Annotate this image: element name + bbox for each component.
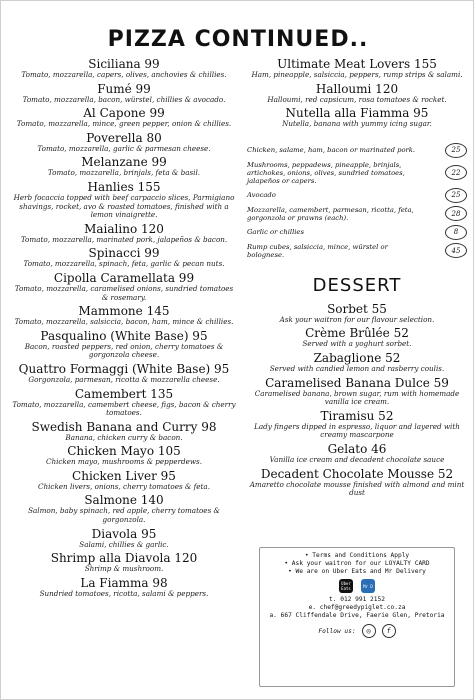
pizza-description: Tomato, mozzarella, salsiccia, bacon, ham, mince & chillies. [14, 317, 234, 327]
extra-row [247, 243, 467, 259]
dessert-name: Sorbet 55 [327, 301, 387, 316]
dessert-description: Lady fingers dipped in espresso, liquor and layered with creamy mascarpone [254, 421, 460, 440]
pizza-item [11, 469, 237, 492]
dessert-description: Served with a yoghurt sorbet. [302, 339, 412, 349]
extra-price-badge: 25 [445, 188, 467, 203]
pizza-item [11, 155, 237, 178]
follow-label: Follow us: [318, 627, 356, 635]
extra-row [247, 206, 467, 222]
pizza-description: Tomato, mozzarella, brinjals, feta & basil. [47, 168, 201, 178]
pizza-item [11, 362, 237, 385]
pizza-name: Chicken Liver 95 [72, 468, 176, 483]
pizza-list-left [11, 57, 237, 600]
pizza-item [247, 57, 467, 80]
pizza-description: Herb focaccia topped with beef carpaccio slices, Parmigiano shavings, rocket, avo & roasted tomatoes, finished with a lemon vinaigrette. [13, 192, 235, 220]
pizza-description: Bacon, roasted peppers, red onion, cherry tomatoes & gorgonzola cheese. [24, 341, 224, 360]
social-row [264, 624, 450, 638]
extra-row [247, 143, 467, 158]
pizza-item [247, 106, 467, 129]
email-text: e. chef@greedypiglet.co.za [308, 604, 406, 611]
pizza-description: Nutella, banana with yummy icing sugar. [282, 119, 432, 129]
dessert-item [247, 302, 467, 325]
pizza-name: Chicken Mayo 105 [67, 444, 181, 459]
extra-price-badge: 8 [445, 225, 467, 240]
extra-price-badge: 25 [445, 143, 467, 158]
extras-list [247, 143, 467, 259]
pizza-name: Diavola 95 [91, 526, 157, 541]
facebook-icon[interactable]: f [382, 624, 396, 638]
pizza-description: Sundried tomatoes, ricotta, salami & peppers. [39, 588, 209, 598]
page-title: PIZZA CONTINUED.. [107, 27, 369, 52]
pizza-description: Salmon, baby spinach, red apple, cherry tomatoes & gorgonzola. [28, 506, 220, 525]
mr-delivery-logo: Mr D [361, 579, 375, 593]
pizza-description: Halloumi, red capsicum, rosa tomatoes & rocket. [267, 94, 447, 104]
dessert-item [247, 326, 467, 349]
dessert-heading: DESSERT [312, 274, 402, 296]
extra-row [247, 225, 467, 240]
address-text: a. 667 Cliffendale Drive, Faerie Glen, Pretoria [269, 612, 445, 619]
pizza-item [11, 576, 237, 599]
dessert-name: Gelato 46 [327, 441, 387, 456]
pizza-name: Quattro Formaggi (White Base) 95 [18, 361, 230, 376]
pizza-description: Ham, pineapple, salsiccia, peppers, rump strips & salami. [251, 70, 463, 79]
pizza-name: Poverella 80 [86, 130, 162, 145]
pizza-item [11, 551, 237, 574]
pizza-description: Gorgonzola, parmesan, ricotta & mozzarella cheese. [28, 374, 220, 384]
dessert-description: Served with candied lemon and rasberry coulis. [269, 363, 445, 373]
pizza-item [11, 387, 237, 418]
pizza-list-right-items [247, 57, 467, 129]
pizza-item [11, 57, 237, 80]
pizza-item [11, 527, 237, 550]
extra-price-badge: 45 [445, 243, 467, 258]
dessert-description: Caramelised banana, brown sugar, rum with homemade vanilla ice cream. [254, 388, 460, 407]
pizza-description: Chicken livers, onions, cherry tomatoes & feta. [38, 481, 210, 491]
terms-text: • Terms and Conditions Apply [304, 552, 410, 559]
pizza-item [11, 304, 237, 327]
dessert-name: Zabaglione 52 [313, 350, 401, 365]
instagram-icon[interactable]: ◎ [362, 624, 376, 638]
delivery-logos [264, 579, 450, 593]
pizza-name: Camembert 135 [74, 386, 174, 401]
extra-text: Mushrooms, peppadews, pineapple, brinjals, artichokes, onions, olives, sundried tomatoes, jalapeños or capers. [247, 160, 405, 185]
pizza-description: Shrimp & mushroom. [84, 564, 164, 574]
pizza-item [11, 493, 237, 524]
extra-price-badge: 28 [445, 206, 467, 221]
pizza-name: Fumé 99 [97, 81, 151, 96]
phone-text: t. 012 991 2152 [329, 596, 385, 603]
extra-text: Mozzarella, camembert, parmesan, ricotta, feta, gorgonzola or prawns (each). [247, 205, 414, 222]
dessert-item [247, 376, 467, 407]
pizza-name: Melanzane 99 [81, 155, 167, 170]
pizza-name: Shrimp alla Diavola 120 [50, 551, 198, 566]
pizza-name: Nutella alla Fiamma 95 [285, 106, 429, 121]
pizza-description: Tomato, mozzarella, marinated pork, jalapeños & bacon. [20, 234, 228, 244]
pizza-description: Tomato, mozzarella, caramelised onions, sundried tomatoes & rosemary. [14, 283, 234, 302]
pizza-item [11, 246, 237, 269]
extra-price-badge: 22 [445, 165, 467, 180]
extra-row [247, 188, 467, 203]
loyalty-text: • Ask your waitron for our LOYALTY CARD [284, 560, 430, 567]
pizza-description: Tomato, mozzarella, spinach, feta, garlic & pecan nuts. [23, 259, 225, 269]
pizza-description: Salami, chillies & garlic. [79, 539, 169, 549]
pizza-description: Tomato, mozzarella, garlic & parmesan cheese. [37, 143, 211, 153]
pizza-description: Chicken mayo, mushrooms & pepperdews. [45, 457, 203, 467]
pizza-name: Mammone 145 [78, 304, 170, 319]
pizza-description: Tomato, mozzarella, capers, olives, anchovies & chillies. [21, 70, 227, 79]
extra-row [247, 161, 467, 185]
pizza-description: Tomato, mozzarella, camembert cheese, figs, bacon & cherry tomatoes. [12, 399, 236, 418]
pizza-name: Cipolla Caramellata 99 [53, 270, 195, 285]
pizza-name: Swedish Banana and Curry 98 [31, 419, 217, 434]
dessert-description: Ask your waitron for our flavour selection. [279, 314, 435, 324]
dessert-description: Amaretto chocolate mousse finished with almond and mint dust [249, 479, 465, 498]
dessert-description: Vanilla ice cream and decadent chocolate sauce [269, 454, 445, 464]
pizza-item [11, 106, 237, 129]
extra-text: Garlic or chillies [247, 228, 304, 237]
extra-text: Avocado [247, 191, 276, 200]
pizza-item [11, 271, 237, 302]
pizza-item [11, 180, 237, 220]
extra-text: Rump cubes, salsiccia, mince, würstel or bolognese. [247, 242, 388, 259]
dessert-item [247, 409, 467, 440]
extra-text: Chicken, salame, ham, bacon or marinated pork. [247, 146, 416, 155]
pizza-item [11, 420, 237, 443]
pizza-name: Ultimate Meat Lovers 155 [277, 57, 437, 71]
pizza-item [11, 82, 237, 105]
dessert-item [247, 351, 467, 374]
pizza-name: Siciliana 99 [88, 57, 160, 71]
pizza-name: Hanlies 155 [87, 179, 161, 194]
delivery-text: • We are on Uber Eats and Mr Delivery [288, 568, 426, 575]
dessert-item [247, 467, 467, 498]
dessert-name: Tiramisu 52 [320, 408, 394, 423]
pizza-name: Halloumi 120 [315, 81, 399, 96]
pizza-name: Pasqualino (White Base) 95 [40, 328, 208, 343]
pizza-description: Tomato, mozzarella, bacon, würstel, chillies & avocado. [22, 94, 226, 104]
info-box [259, 547, 455, 687]
pizza-name: Al Capone 99 [83, 106, 165, 121]
dessert-list [247, 302, 467, 498]
pizza-item [11, 131, 237, 154]
pizza-name: Spinacci 99 [88, 246, 160, 261]
pizza-item [11, 329, 237, 360]
pizza-description: Banana, chicken curry & bacon. [65, 432, 183, 442]
dessert-item [247, 442, 467, 465]
uber-eats-logo: Uber Eats [339, 579, 353, 593]
pizza-item [11, 444, 237, 467]
pizza-name: Maialino 120 [84, 221, 164, 236]
pizza-item [11, 222, 237, 245]
pizza-item [247, 82, 467, 105]
dessert-name: Decadent Chocolate Mousse 52 [260, 466, 454, 481]
pizza-name: La Fiamma 98 [80, 575, 168, 590]
pizza-description: Tomato, mozzarella, mince, green pepper, onion & chillies. [16, 119, 232, 129]
dessert-name: Caramelised Banana Dulce 59 [265, 375, 449, 390]
pizza-name: Salmone 140 [84, 493, 164, 508]
pizza-list-right [247, 57, 467, 500]
dessert-name: Crème Brûlée 52 [305, 326, 409, 341]
